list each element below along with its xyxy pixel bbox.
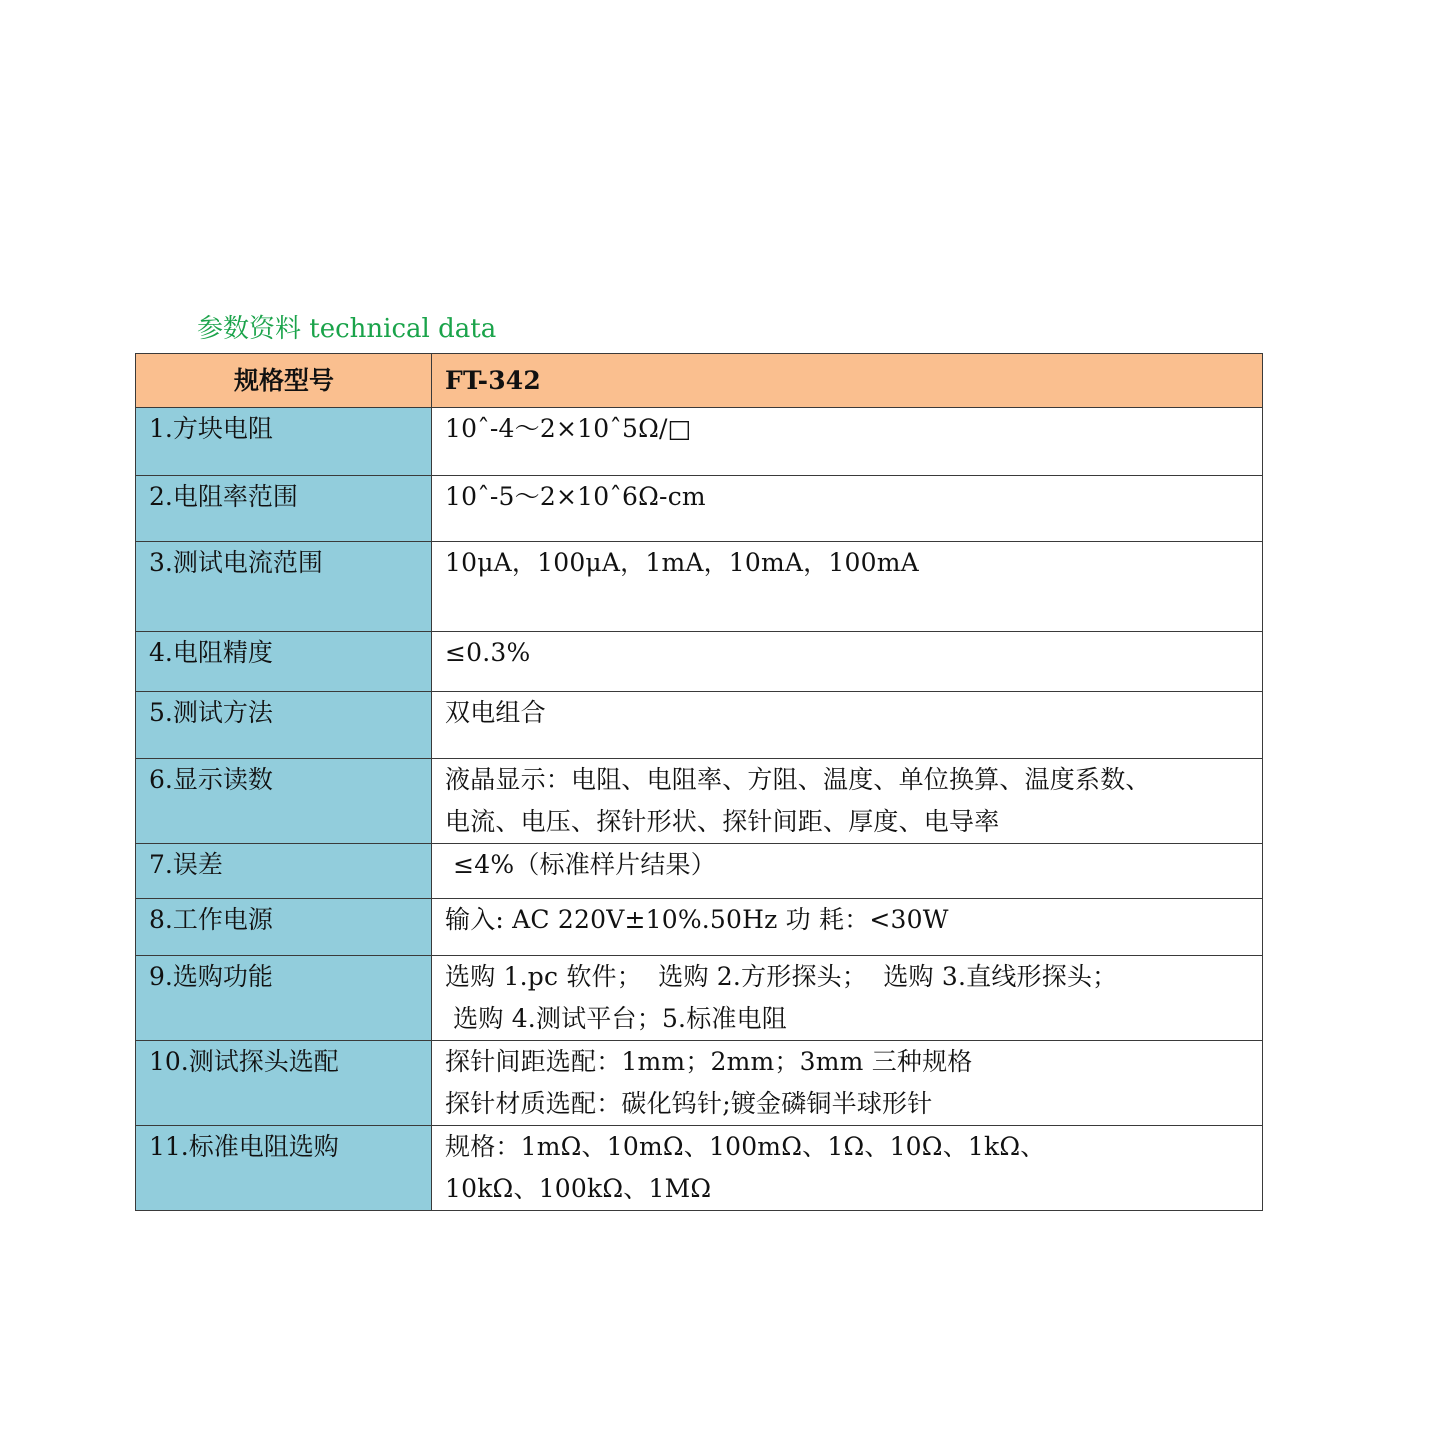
row-value-line: 10ˆ-4～2×10ˆ5Ω/□ (445, 414, 692, 443)
row-label-cell (136, 408, 432, 476)
row-label-cell (136, 542, 432, 632)
row-label-cell (136, 759, 432, 844)
row-label-cell (136, 632, 432, 692)
row-label: 6.显示读数 (149, 765, 273, 794)
table-row (136, 476, 1263, 542)
row-value-cell (432, 844, 1263, 899)
row-value-line: 探针间距选配：1mm；2mm；3mm 三种规格 (445, 1047, 973, 1076)
document-title: 参数资料 technical data (197, 314, 497, 344)
header-label-cell (136, 354, 432, 408)
row-value-cell (432, 1126, 1263, 1211)
row-label: 5.测试方法 (149, 698, 273, 727)
row-label: 4.电阻精度 (149, 638, 273, 667)
row-value-line: 输入: AC 220V±10%.50Hz 功 耗：<30W (445, 905, 949, 934)
table-row (136, 899, 1263, 956)
row-label: 10.测试探头选配 (149, 1047, 339, 1076)
row-value-line: 10μA，100μA，1mA，10mA，100mA (445, 548, 919, 577)
table-row (136, 1041, 1263, 1126)
row-label-cell (136, 899, 432, 956)
row-value-line: 规格：1mΩ、10mΩ、100mΩ、1Ω、10Ω、1kΩ、 (445, 1132, 1046, 1161)
row-value-cell (432, 899, 1263, 956)
row-label-cell (136, 1041, 432, 1126)
row-value-line: 电流、电压、探针形状、探针间距、厚度、电导率 (445, 807, 1000, 836)
row-label: 9.选购功能 (149, 962, 273, 991)
row-value-line: 10ˆ-5～2×10ˆ6Ω-cm (445, 482, 706, 511)
row-label-cell (136, 692, 432, 759)
header-label: 规格型号 (233, 365, 334, 395)
table-row (136, 759, 1263, 844)
row-value-line: 液晶显示：电阻、电阻率、方阻、温度、单位换算、温度系数、 (445, 765, 1151, 794)
row-value-cell (432, 408, 1263, 476)
row-value-cell (432, 632, 1263, 692)
row-label-cell (136, 956, 432, 1041)
row-value-line: 双电组合 (445, 698, 546, 727)
row-value-line: 10kΩ、100kΩ、1MΩ (445, 1174, 712, 1203)
row-label: 3.测试电流范围 (149, 548, 323, 577)
table-row (136, 692, 1263, 759)
table-row (136, 956, 1263, 1041)
row-value-cell (432, 476, 1263, 542)
row-value-cell (432, 759, 1263, 844)
row-label-cell (136, 476, 432, 542)
row-value-line: 选购 4.测试平台；5.标准电阻 (445, 1004, 787, 1033)
table-row (136, 1126, 1263, 1211)
row-label-cell (136, 1126, 432, 1211)
row-label: 7.误差 (149, 850, 223, 879)
row-label: 1.方块电阻 (149, 414, 273, 443)
spec-table (135, 353, 1263, 1211)
row-value-cell (432, 692, 1263, 759)
table-row (136, 542, 1263, 632)
row-label-cell (136, 844, 432, 899)
table-header-row (136, 354, 1263, 408)
table-row (136, 632, 1263, 692)
row-value-line: 选购 1.pc 软件； 选购 2.方形探头； 选购 3.直线形探头； (445, 962, 1118, 991)
row-value-cell (432, 542, 1263, 632)
row-value-line: 探针材质选配：碳化钨针;镀金磷铜半球形针 (445, 1089, 933, 1118)
header-value-cell (432, 354, 1263, 408)
row-value-cell (432, 1041, 1263, 1126)
table-row (136, 408, 1263, 476)
row-label: 11.标准电阻选购 (149, 1132, 339, 1161)
row-value-line: ≤4%（标准样片结果） (445, 850, 716, 879)
header-value: FT-342 (445, 365, 541, 395)
row-label: 8.工作电源 (149, 905, 273, 934)
row-value-line: ≤0.3% (445, 638, 531, 667)
row-label: 2.电阻率范围 (149, 482, 298, 511)
row-value-cell (432, 956, 1263, 1041)
table-row (136, 844, 1263, 899)
